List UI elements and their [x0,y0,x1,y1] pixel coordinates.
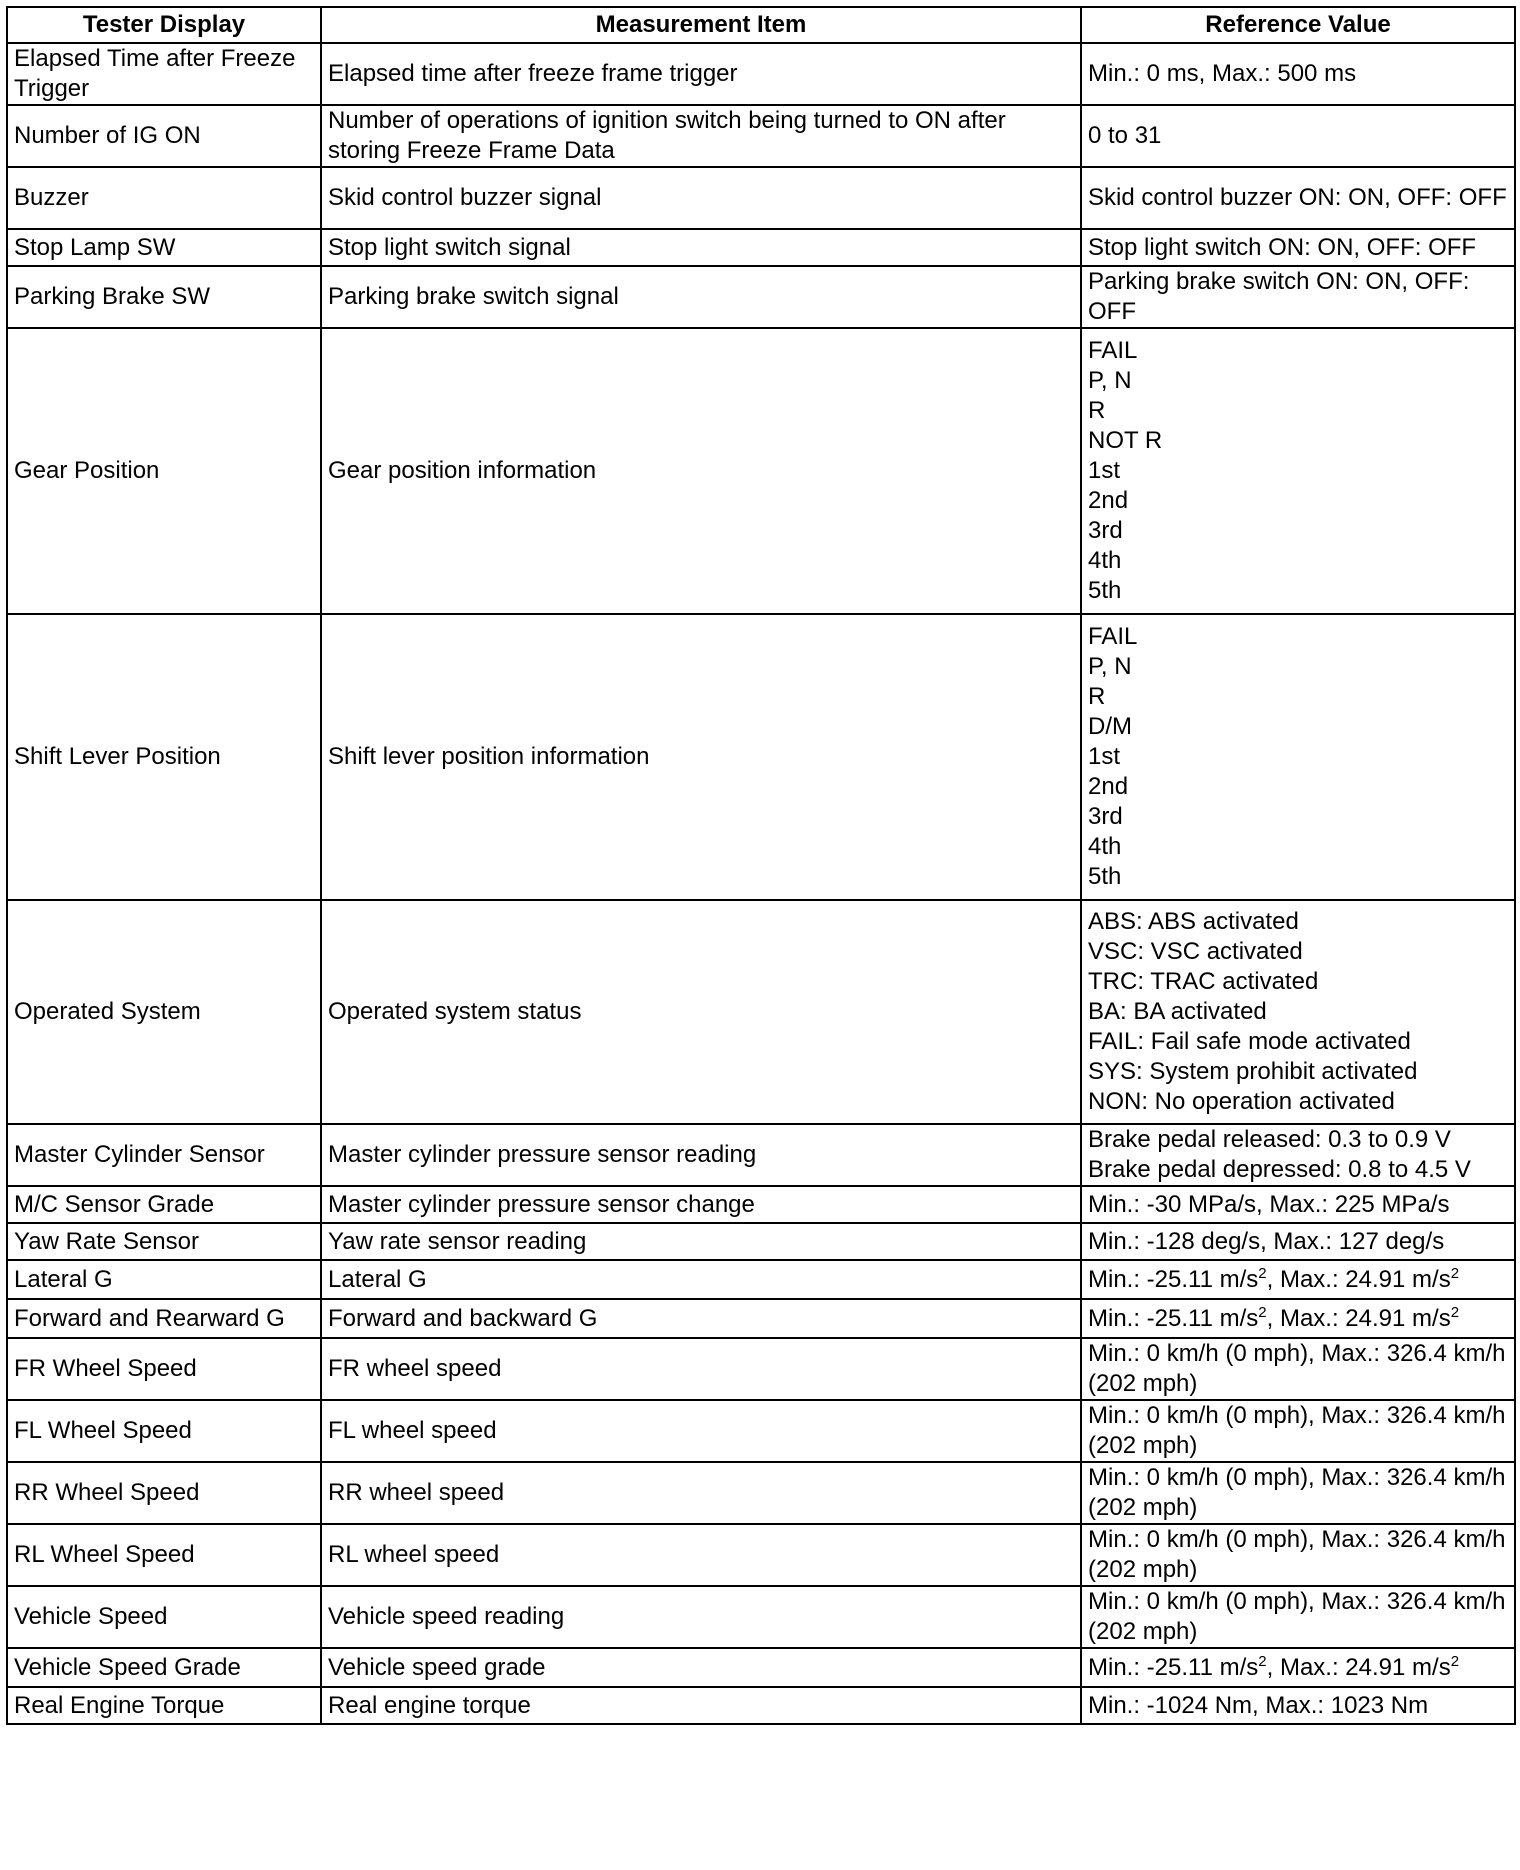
measurement-item-cell: Shift lever position information [321,614,1081,900]
tester-display-cell: Vehicle Speed Grade [7,1648,321,1687]
table-row [7,1400,1515,1462]
reference-value-line: VSC: VSC activated [1088,938,1303,965]
reference-value-line: D/M [1088,713,1132,740]
tester-display-cell: Vehicle Speed [7,1586,321,1648]
table-row [7,1186,1515,1223]
reference-value-cell [1081,1462,1515,1524]
reference-value-line: Min.: 0 km/h (0 mph), Max.: 326.4 km/h (202 mph) [1088,1402,1506,1459]
reference-value-line: 4th [1088,547,1122,574]
tester-display-cell: Parking Brake SW [7,266,321,328]
reference-value-line: SYS: System prohibit activated [1088,1058,1418,1085]
table-row [7,167,1515,229]
superscript-exponent: 2 [1258,1264,1267,1282]
reference-value-line: 5th [1088,863,1122,890]
reference-value-line: FAIL: Fail safe mode activated [1088,1028,1411,1055]
reference-value-line: Min.: 0 km/h (0 mph), Max.: 326.4 km/h (202 mph) [1088,1588,1506,1645]
table-row [7,900,1515,1124]
reference-value-text: , Max.: 24.91 m/s [1266,1265,1451,1293]
measurement-item-cell: Master cylinder pressure sensor change [321,1186,1081,1223]
measurement-item-cell: FL wheel speed [321,1400,1081,1462]
table-row [7,43,1515,105]
reference-value-cell [1081,167,1515,229]
reference-value-text: , Max.: 24.91 m/s [1266,1304,1451,1332]
table-row [7,266,1515,328]
superscript-exponent: 2 [1258,1303,1267,1321]
measurement-item-cell: Gear position information [321,328,1081,614]
reference-value-cell [1081,43,1515,105]
reference-value-line: BA: BA activated [1088,998,1267,1025]
reference-value-cell [1081,1124,1515,1186]
reference-value-line: Min.: -1024 Nm, Max.: 1023 Nm [1088,1691,1429,1719]
reference-value-line: Brake pedal depressed: 0.8 to 4.5 V [1088,1156,1471,1183]
tester-display-cell: Lateral G [7,1260,321,1299]
tester-display-cell: RR Wheel Speed [7,1462,321,1524]
tester-display-cell: Forward and Rearward G [7,1299,321,1338]
reference-value-cell [1081,1260,1515,1299]
reference-value-text: Min.: -25.11 m/s [1088,1653,1259,1681]
measurement-item-cell: Real engine torque [321,1687,1081,1724]
table-row [7,229,1515,266]
reference-value-text: , Max.: 24.91 m/s [1266,1653,1451,1681]
reference-value-line: FAIL [1088,337,1138,364]
tester-display-cell: Elapsed Time after Freeze Trigger [7,43,321,105]
superscript-exponent: 2 [1258,1652,1267,1670]
reference-value-cell [1081,1687,1515,1724]
reference-value-line: Min.: -128 deg/s, Max.: 127 deg/s [1088,1227,1445,1255]
reference-value-cell [1081,229,1515,266]
table-row [7,1462,1515,1524]
reference-value-line: P, N [1088,653,1132,680]
measurement-item-cell: Vehicle speed reading [321,1586,1081,1648]
tester-display-cell: Master Cylinder Sensor [7,1124,321,1186]
table-row [7,1586,1515,1648]
reference-value-cell [1081,1223,1515,1260]
measurement-item-cell: Skid control buzzer signal [321,167,1081,229]
measurement-item-cell: Master cylinder pressure sensor reading [321,1124,1081,1186]
reference-value-line: Min.: 0 km/h (0 mph), Max.: 326.4 km/h (202 mph) [1088,1526,1506,1583]
header-reference-value: Reference Value [1081,7,1515,43]
reference-value-line: 3rd [1088,517,1123,544]
table-row [7,614,1515,900]
reference-value-line: Min.: 0 km/h (0 mph), Max.: 326.4 km/h (202 mph) [1088,1340,1506,1397]
reference-value-line: 1st [1088,457,1121,484]
tester-display-cell: Real Engine Torque [7,1687,321,1724]
reference-value-line: Min.: 0 km/h (0 mph), Max.: 326.4 km/h (202 mph) [1088,1464,1506,1521]
reference-value-line: Min.: 0 ms, Max.: 500 ms [1088,60,1357,87]
measurement-item-cell: RR wheel speed [321,1462,1081,1524]
reference-value-cell [1081,1586,1515,1648]
tester-display-cell: Stop Lamp SW [7,229,321,266]
measurement-item-cell: Stop light switch signal [321,229,1081,266]
reference-value-line: 5th [1088,577,1122,604]
measurement-item-cell: Forward and backward G [321,1299,1081,1338]
measurement-item-cell: RL wheel speed [321,1524,1081,1586]
table-row [7,1299,1515,1338]
reference-value-line: P, N [1088,367,1132,394]
reference-value-cell [1081,614,1515,900]
superscript-exponent: 2 [1450,1264,1460,1282]
reference-value-cell [1081,328,1515,614]
reference-value-line: Brake pedal released: 0.3 to 0.9 V [1088,1126,1451,1153]
table-row [7,1648,1515,1687]
tester-display-cell: FL Wheel Speed [7,1400,321,1462]
reference-value-cell [1081,1299,1515,1338]
tester-display-cell: FR Wheel Speed [7,1338,321,1400]
reference-value-line: 1st [1088,743,1121,770]
table-row [7,1124,1515,1186]
tester-display-cell: Operated System [7,900,321,1124]
reference-value-line: 3rd [1088,803,1123,830]
reference-value-cell [1081,1648,1515,1687]
reference-value-text: Min.: -25.11 m/s [1088,1304,1259,1332]
table-row [7,1223,1515,1260]
superscript-exponent: 2 [1450,1303,1460,1321]
table-row [7,328,1515,614]
reference-value-line: NON: No operation activated [1088,1088,1395,1115]
reference-value-cell [1081,1338,1515,1400]
reference-value-line: ABS: ABS activated [1088,908,1299,935]
table-row [7,1338,1515,1400]
reference-value-line: 2nd [1088,773,1129,800]
reference-value-line: Skid control buzzer ON: ON, OFF: OFF [1088,184,1507,211]
tester-display-cell: Buzzer [7,167,321,229]
measurement-item-cell: Yaw rate sensor reading [321,1223,1081,1260]
measurement-item-cell: Vehicle speed grade [321,1648,1081,1687]
reference-value-cell [1081,105,1515,167]
header-tester-display: Tester Display [7,7,321,43]
tester-display-cell: RL Wheel Speed [7,1524,321,1586]
reference-value-text: Min.: -25.11 m/s [1088,1265,1259,1293]
reference-value-line: 0 to 31 [1088,122,1162,149]
measurement-item-cell: Elapsed time after freeze frame trigger [321,43,1081,105]
reference-value-line: 4th [1088,833,1122,860]
measurement-item-cell: Parking brake switch signal [321,266,1081,328]
reference-value-line: TRC: TRAC activated [1088,968,1319,995]
measurement-item-cell: Operated system status [321,900,1081,1124]
reference-value-line: R [1088,683,1106,710]
measurement-item-cell: Number of operations of ignition switch being turned to ON after storing Freeze Frame Data [321,105,1081,167]
reference-value-cell [1081,1186,1515,1223]
measurement-item-cell: Lateral G [321,1260,1081,1299]
measurement-item-cell: FR wheel speed [321,1338,1081,1400]
tester-display-cell: Yaw Rate Sensor [7,1223,321,1260]
table-row [7,1687,1515,1724]
reference-value-line: 2nd [1088,487,1129,514]
reference-value-table [6,6,1516,1725]
tester-display-cell: Number of IG ON [7,105,321,167]
header-measurement-item: Measurement Item [321,7,1081,43]
reference-value-line: FAIL [1088,623,1138,650]
superscript-exponent: 2 [1450,1652,1460,1670]
reference-value-line: Stop light switch ON: ON, OFF: OFF [1088,233,1477,261]
tester-display-cell: Shift Lever Position [7,614,321,900]
reference-value-line: NOT R [1088,427,1163,454]
table-row [7,105,1515,167]
table-row [7,1524,1515,1586]
reference-value-line: Parking brake switch ON: ON, OFF: OFF [1088,268,1470,325]
table-row [7,1260,1515,1299]
tester-display-cell: Gear Position [7,328,321,614]
reference-value-cell [1081,1400,1515,1462]
reference-value-line: R [1088,397,1106,424]
reference-value-cell [1081,900,1515,1124]
tester-display-cell: M/C Sensor Grade [7,1186,321,1223]
reference-value-cell [1081,266,1515,328]
reference-value-line: Min.: -30 MPa/s, Max.: 225 MPa/s [1088,1190,1450,1218]
table-header-row [7,7,1515,43]
reference-value-cell [1081,1524,1515,1586]
